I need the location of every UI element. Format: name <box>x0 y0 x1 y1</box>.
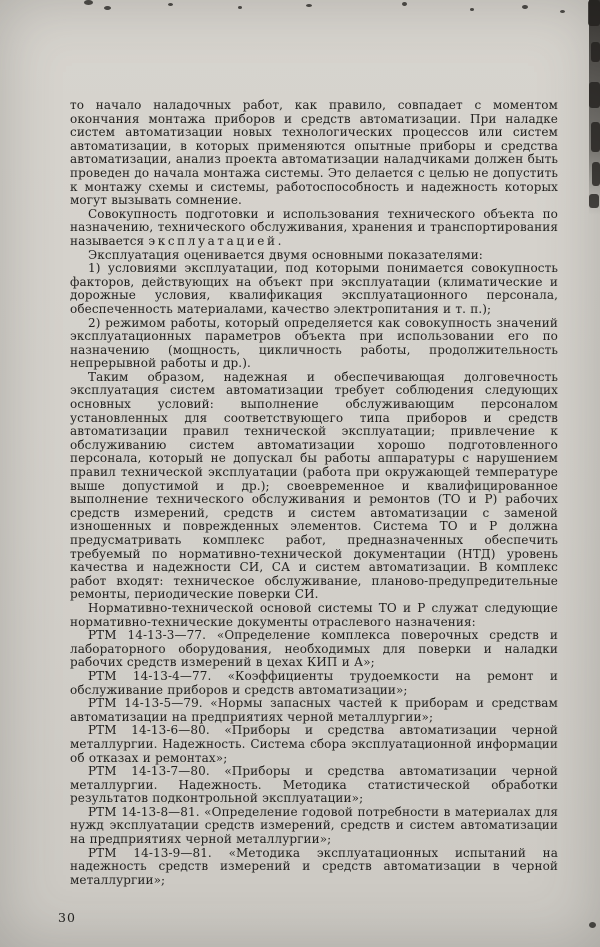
paragraph-text: Совокупность подготовки и использования технического объекта по назначению, технического обслуживания, хранения и транспортирования называется <box>70 206 558 248</box>
list-item-mode: 2) режимом работы, который определяется как совокупность значений эксплуатационных параметров объекта при использовании его по назначению (мощность, цикличность работы, продолжительность непрерывной работы и др.). <box>70 315 558 371</box>
scan-artifact <box>589 82 600 108</box>
scan-artifact <box>470 8 474 11</box>
paragraph <box>70 208 558 249</box>
scan-artifact <box>592 162 600 186</box>
scan-artifact <box>168 3 173 6</box>
scan-artifact <box>306 4 312 7</box>
rtm-list-item: РТМ 14-13-7—80. «Приборы и средства автоматизации черной металлургии. Надежность. Методика статистической обработки результатов подконтрольной эксплуатации»; <box>70 764 558 806</box>
scan-artifact <box>588 0 600 26</box>
paragraph: Нормативно-технической основой системы ТО и Р служат следующие нормативно-технические документы отраслевого назначения: <box>70 600 558 629</box>
scan-artifact <box>589 922 596 928</box>
scan-artifact <box>591 122 600 152</box>
scan-artifact <box>560 10 565 13</box>
scan-artifact <box>589 194 599 208</box>
rtm-list-item: РТМ 14-13-9—81. «Методика эксплуатационных испытаний на надежность средств измерений и средств автоматизации в черной металлургии»; <box>70 845 558 887</box>
text-block <box>70 99 558 887</box>
paragraph-text: . <box>277 233 282 248</box>
scan-artifact <box>238 6 242 9</box>
rtm-list-item: РТМ 14-13-6—80. «Приборы и средства автоматизации черной металлургии. Надежность. Система сбора эксплуатационной информации об отказах и ремонтах»; <box>70 723 558 765</box>
emphasized-term: эксплуатацией <box>148 233 278 248</box>
scan-artifact <box>84 0 93 5</box>
paragraph: Эксплуатация оценивается двумя основными показателями: <box>88 247 483 262</box>
rtm-list-item: РТМ 14-13-8—81. «Определение годовой потребности в материалах для нужд эксплуатации средств измерений, средств и систем автоматизации на предприятиях черной металлургии»; <box>70 804 558 847</box>
rtm-list-item: РТМ 14-13-3—77. «Определение комплекса поверочных средств и лабораторного оборудования, необходимых для поверки и наладки рабочих средств измерений в цехах КИП и А»; <box>70 628 558 670</box>
scan-artifact <box>402 2 407 6</box>
scan-artifact <box>104 6 111 10</box>
scan-artifact <box>522 5 528 9</box>
paragraph: то начало наладочных работ, как правило, совпадает с моментом окончания монтажа приборов и средств автоматизации. При наладке систем автоматизации новых технологических процессов или систем автоматизации, в которых применяются опытные приборы и средства автоматизации, анализ проекта автоматизации наладчиками должен быть проведен до начала монтажа системы. Это делается с целью не допустить к монтажу схемы и системы, работоспособность и надежность которых могут вызывать сомнение. <box>70 98 558 208</box>
rtm-list-item: РТМ 14-13-4—77. «Коэффициенты трудоемкости на ремонт и обслуживание приборов и средств автоматизации»; <box>70 668 558 697</box>
rtm-list-item: РТМ 14-13-5—79. «Нормы запасных частей к приборам и средствам автоматизации на предприятиях черной металлургии»; <box>70 696 558 724</box>
page-number: 30 <box>58 910 76 925</box>
scan-artifact <box>591 42 600 62</box>
paragraph: Таким образом, надежная и обеспечивающая долговечность эксплуатация систем автоматизации требует соблюдения следующих основных условий: выполнение обслуживающим персоналом установленных для соответствующего типа приборов и средств автоматизации правил технической эксплуатации; привлечение к обслуживанию систем автоматизации хорошо подготовленного персонала, который не допускал бы работы аппаратуры с нарушением правил технической эксплуатации (работа при окружающей температуре выше допустимой и др.); своевременное и квалифицированное выполнение технического обслуживания и ремонтов (ТО и Р) рабочих средств измерений, средств и систем автоматизации с заменой изношенных и поврежденных элементов. Система ТО и Р должна предусматривать комплекс работ, предназначенных обеспечить требуемый по нормативно-технической документации (НТД) уровень качества и надежности СИ, СА и систем автоматизации. В комплекс работ входят: техническое обслуживание, планово-предупредительные ремонты, периодические поверки СИ. <box>70 369 558 602</box>
list-item-conditions: 1) условиями эксплуатации, под которыми понимается совокупность факторов, действующих на объект при эксплуатации (климатические и дорожные условия, квалификация эксплуатационного персонала, обеспеченность материалами, качество электропитания и т. п.); <box>70 261 558 316</box>
